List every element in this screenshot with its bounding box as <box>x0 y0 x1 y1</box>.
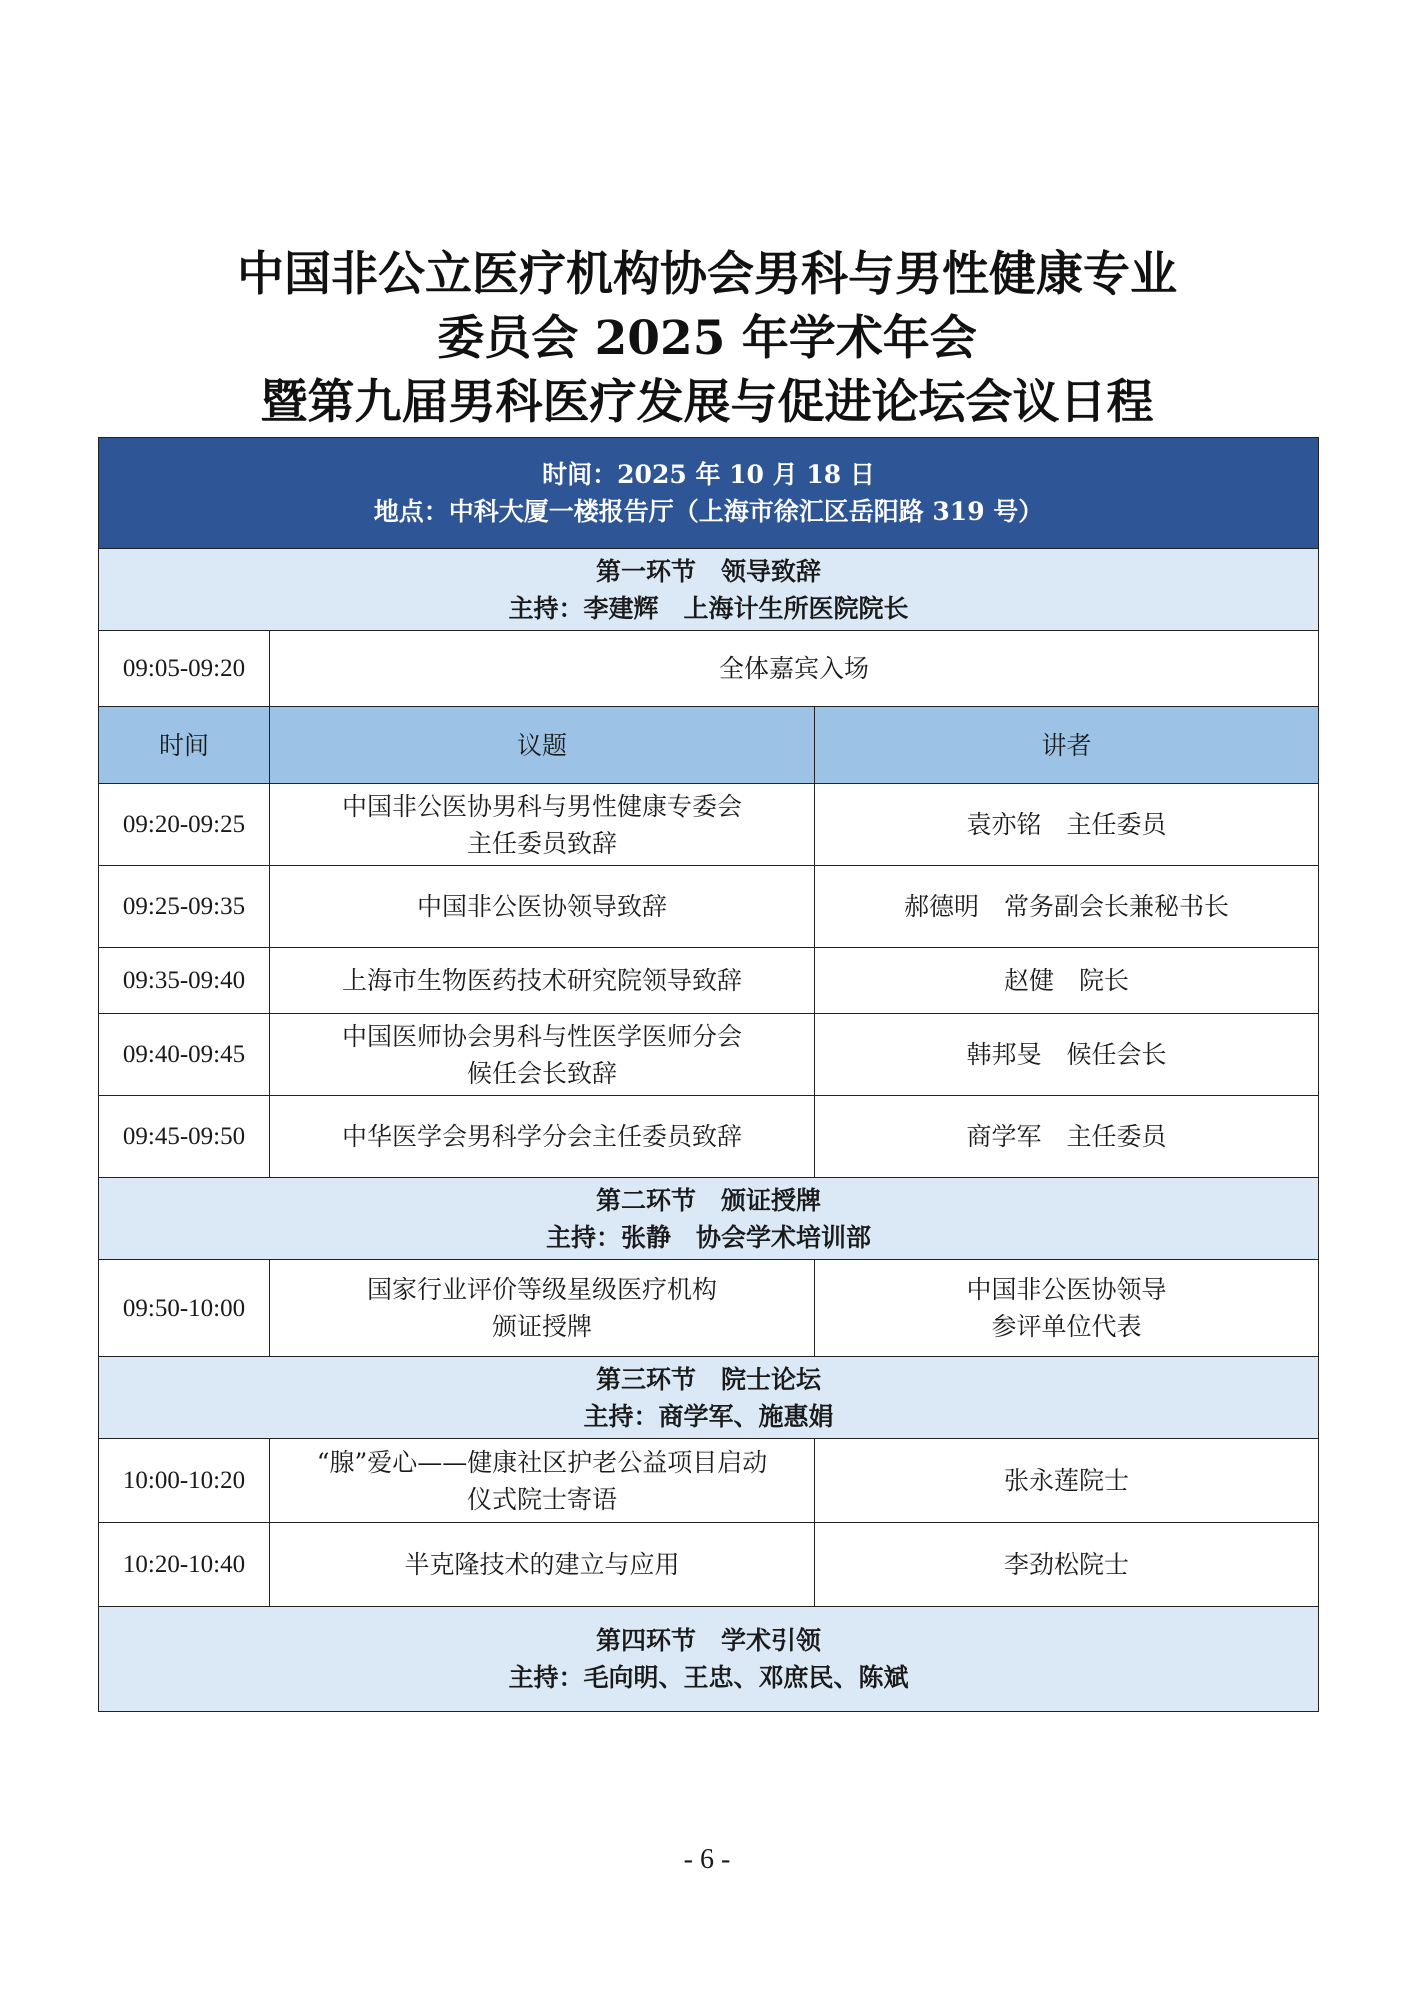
speaker-line: 张永莲院士 <box>1004 1466 1130 1495</box>
table-row <box>99 784 1319 866</box>
section-host: 主持：张静 协会学术培训部 <box>546 1222 872 1252</box>
time-cell: 09:45-09:50 <box>99 1096 270 1178</box>
topic-line: 主任委员致辞 <box>466 828 617 858</box>
speaker-line: 郝德明 常务副会长兼秘书长 <box>904 892 1230 921</box>
section-header-3 <box>99 1357 1319 1439</box>
speaker-line: 商学军 主任委员 <box>966 1122 1167 1151</box>
topic-cell <box>270 1096 815 1178</box>
section-title: 第一环节 领导致辞 <box>596 556 822 586</box>
column-header-speaker: 讲者 <box>815 707 1319 784</box>
table-row <box>99 1439 1319 1523</box>
time-cell: 09:40-09:45 <box>99 1014 270 1096</box>
section-header-1 <box>99 549 1319 631</box>
topic-cell <box>270 1439 815 1523</box>
speaker-cell <box>815 1014 1319 1096</box>
topic-line: 中华医学会男科学分会主任委员致辞 <box>341 1122 742 1151</box>
topic-cell <box>270 1014 815 1096</box>
table-row <box>99 1096 1319 1178</box>
table-row <box>99 1523 1319 1607</box>
column-header-time: 时间 <box>99 707 270 784</box>
topic-cell <box>270 866 815 948</box>
speaker-line: 中国非公医协领导 <box>966 1275 1167 1304</box>
speaker-line: 赵健 院长 <box>1004 966 1130 995</box>
topic-line: “腺”爱心——健康社区护老公益项目启动 <box>316 1447 768 1477</box>
topic-cell <box>270 1523 815 1607</box>
topic-cell: 全体嘉宾入场 <box>270 631 1319 707</box>
table-row <box>99 1014 1319 1096</box>
time-cell: 09:20-09:25 <box>99 784 270 866</box>
table-row <box>99 1260 1319 1357</box>
table-row <box>99 948 1319 1014</box>
table-row <box>99 866 1319 948</box>
topic-line: 中国非公医协男科与男性健康专委会 <box>341 791 742 821</box>
section-host: 主持：商学军、施惠娟 <box>583 1401 834 1431</box>
topic-line: 仪式院士寄语 <box>466 1484 617 1514</box>
topic-line: 中国医师协会男科与性医学医师分会 <box>341 1021 742 1051</box>
speaker-cell <box>815 866 1319 948</box>
time-cell: 09:05-09:20 <box>99 631 270 707</box>
speaker-cell <box>815 784 1319 866</box>
section-header-4 <box>99 1607 1319 1712</box>
page-number: - 6 - <box>683 1844 731 1875</box>
time-cell: 09:35-09:40 <box>99 948 270 1014</box>
section-host: 主持：毛向明、王忠、邓庶民、陈斌 <box>508 1663 909 1692</box>
speaker-cell <box>815 1096 1319 1178</box>
speaker-line: 袁亦铭 主任委员 <box>966 810 1167 839</box>
time-cell: 09:50-10:00 <box>99 1260 270 1357</box>
time-cell: 10:20-10:40 <box>99 1523 270 1607</box>
column-header-topic: 议题 <box>270 707 815 784</box>
section-header-2 <box>99 1178 1319 1260</box>
speaker-line: 参评单位代表 <box>991 1312 1142 1341</box>
topic-cell <box>270 784 815 866</box>
event-location: 地点：中科大厦一楼报告厅（上海市徐汇区岳阳路 319 号） <box>373 497 1044 526</box>
topic-line: 半克隆技术的建立与应用 <box>404 1550 680 1579</box>
speaker-cell <box>815 1439 1319 1523</box>
speaker-cell <box>815 1260 1319 1357</box>
section-title: 第四环节 学术引领 <box>596 1626 822 1655</box>
time-cell: 10:00-10:20 <box>99 1439 270 1523</box>
topic-cell <box>270 948 815 1014</box>
topic-line: 中国非公医协领导致辞 <box>416 892 667 921</box>
time-cell: 09:25-09:35 <box>99 866 270 948</box>
speaker-line: 韩邦旻 候任会长 <box>966 1040 1167 1069</box>
topic-line: 上海市生物医药技术研究院领导致辞 <box>341 966 742 995</box>
topic-line: 颁证授牌 <box>491 1312 592 1341</box>
topic-line: 国家行业评价等级星级医疗机构 <box>366 1275 717 1304</box>
schedule-table <box>98 437 1319 1712</box>
speaker-line: 李劲松院士 <box>1004 1550 1130 1579</box>
title-line-1: 中国非公立医疗机构协会男科与男性健康专业 <box>237 247 1177 302</box>
section-title: 第二环节 颁证授牌 <box>596 1185 822 1215</box>
section-host: 主持：李建辉 上海计生所医院院长 <box>508 593 909 623</box>
section-title: 第三环节 院士论坛 <box>596 1364 822 1394</box>
speaker-cell <box>815 948 1319 1014</box>
event-info-banner <box>99 438 1319 549</box>
event-time: 时间：2025 年 10 月 18 日 <box>542 460 875 489</box>
title-line-3: 暨第九届男科医疗发展与促进论坛会议日程 <box>260 375 1154 430</box>
title-line-2: 委员会 2025 年学术年会 <box>437 311 977 366</box>
document-title <box>0 243 1414 435</box>
topic-line: 候任会长致辞 <box>466 1058 617 1088</box>
speaker-cell <box>815 1523 1319 1607</box>
topic-cell <box>270 1260 815 1357</box>
